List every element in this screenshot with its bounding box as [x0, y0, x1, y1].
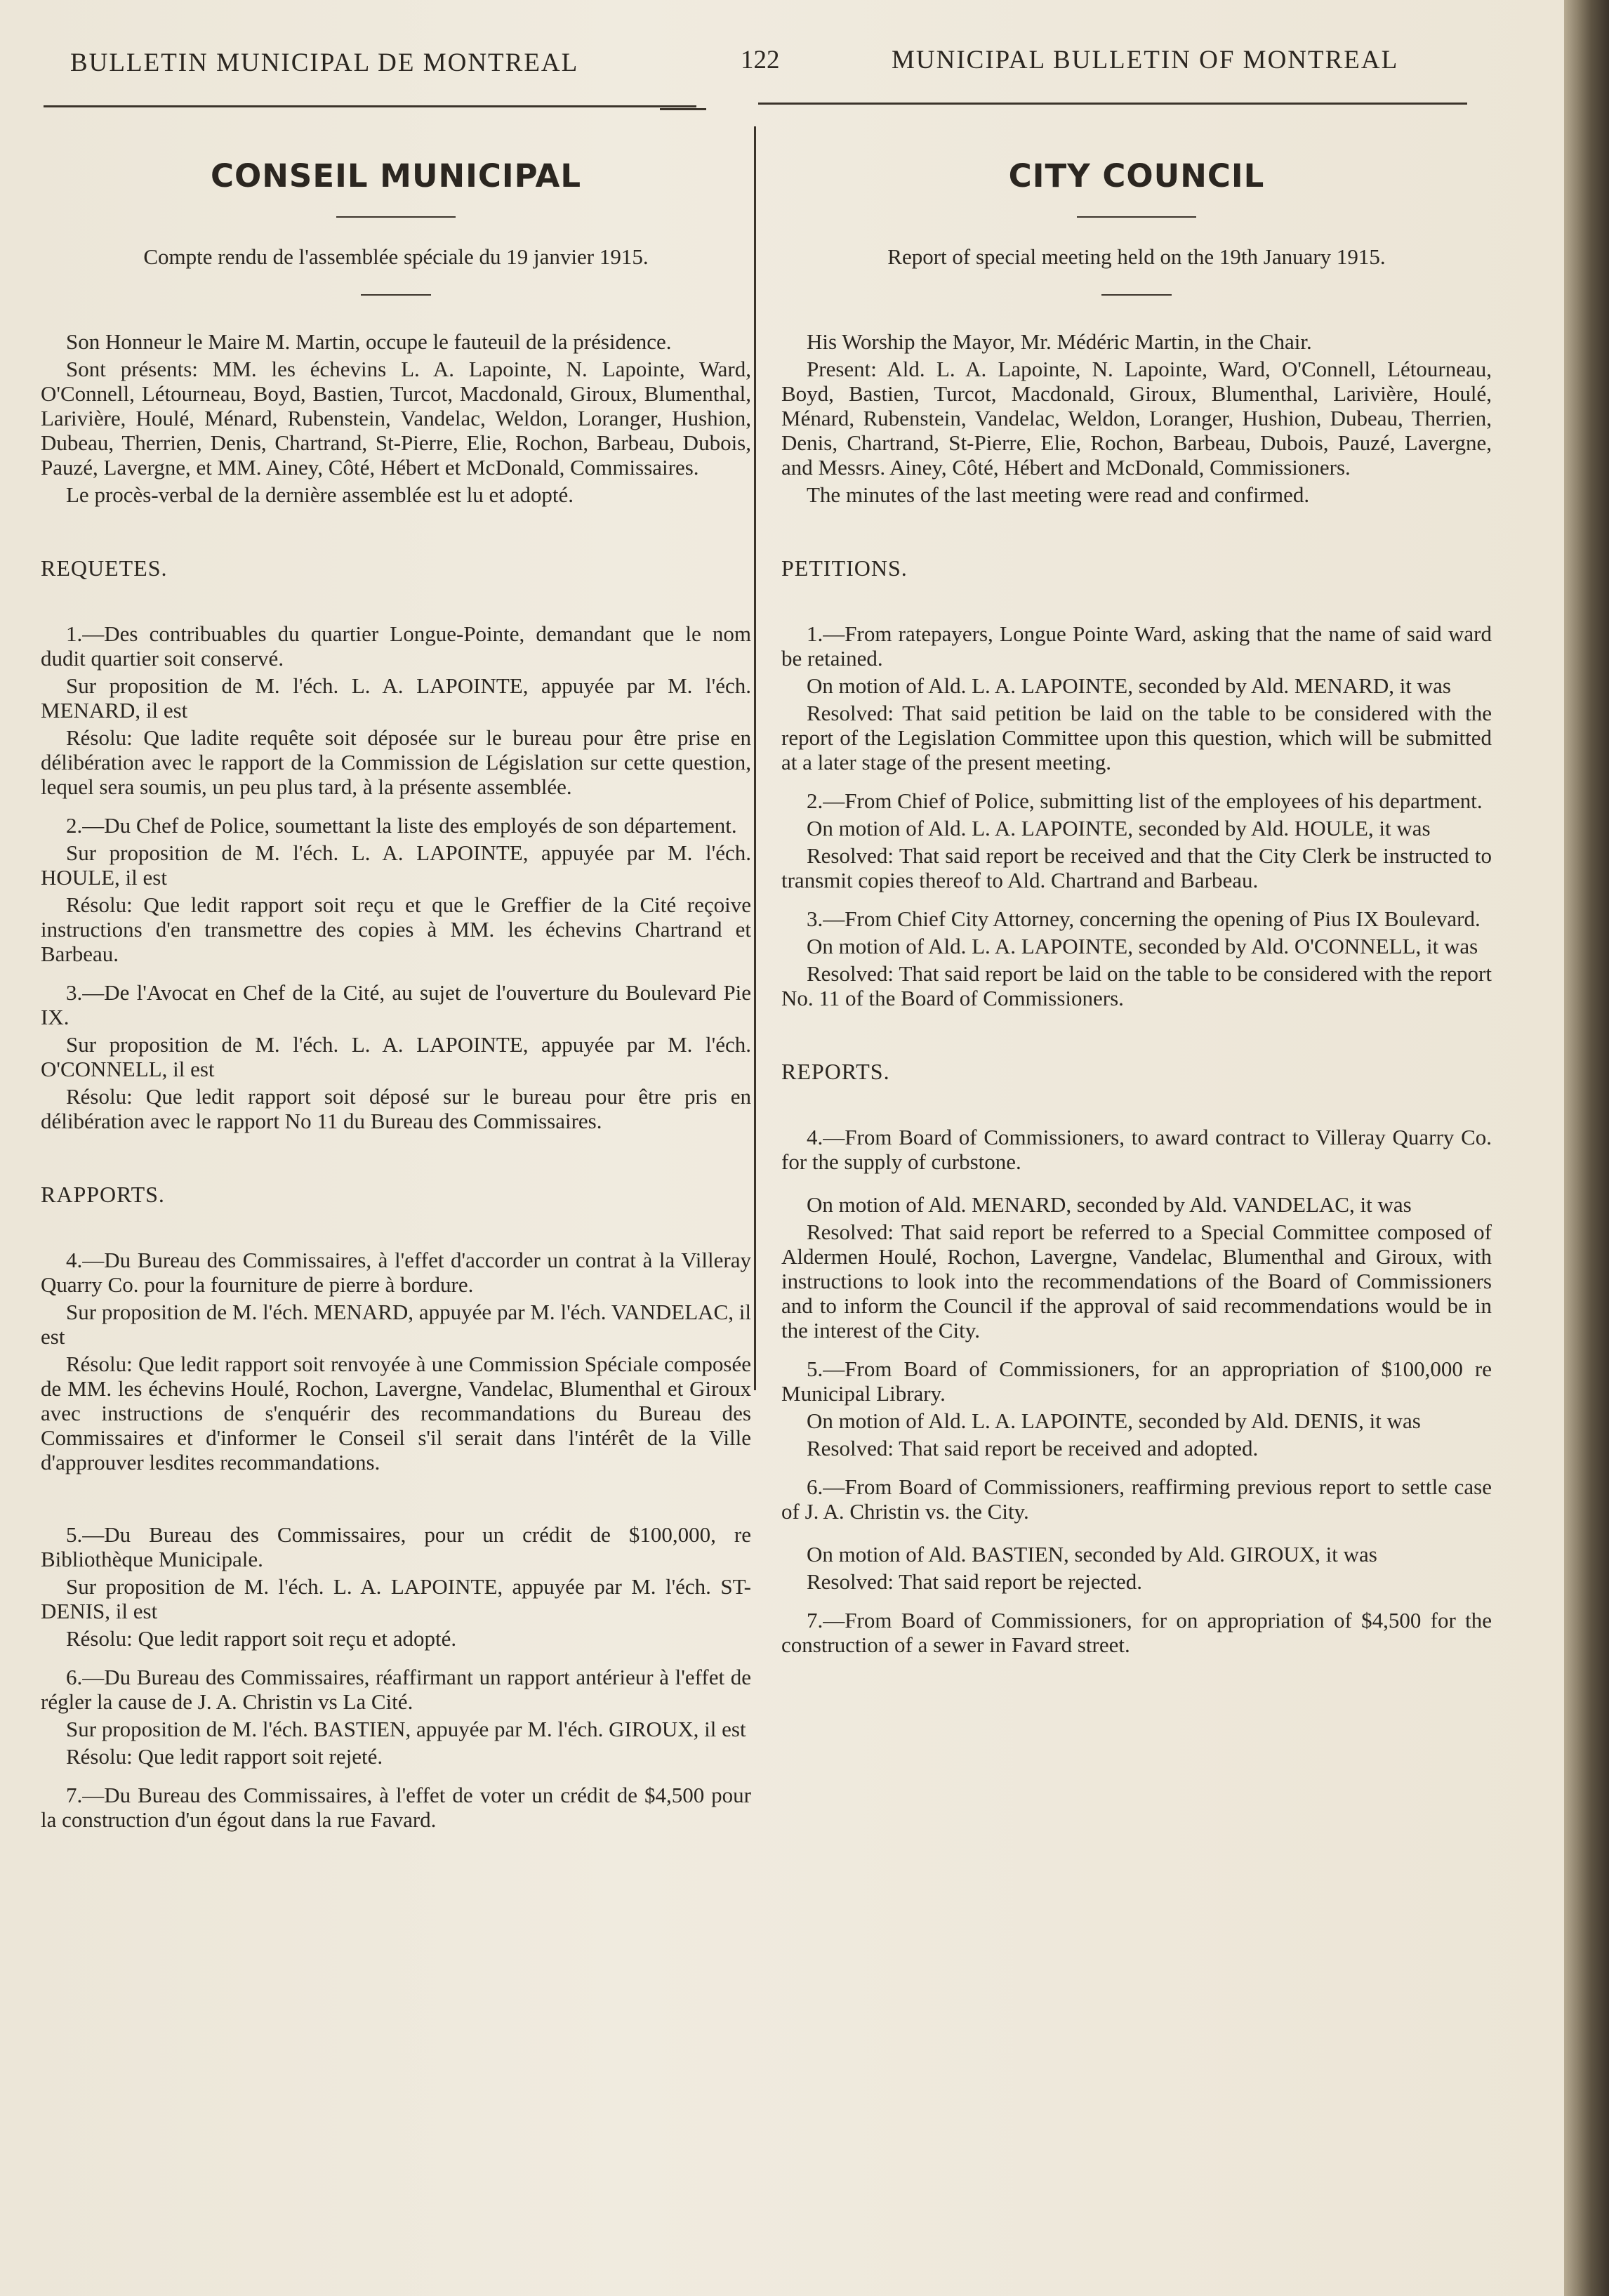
agenda-item: [781, 1608, 1492, 1657]
item-resolution: Resolved: That said report be referred to a Special Committee composed of Aldermen Houlé, Rochon, Lavergne, Vandelac, Blumenthal and Giroux, with instructions to look into the recommendations of the Board of Commissioners and to inform the Council if the approval of said recommendations would be in the interest of the City.: [781, 1220, 1492, 1342]
item-motion: Sur proposition de M. l'éch. MENARD, appuyée par M. l'éch. VANDELAC, il est: [41, 1300, 751, 1349]
item-subject: 1.—Des contribuables du quartier Longue-Pointe, demandant que le nom dudit quartier soit conservé.: [41, 621, 751, 671]
item-subject: 5.—Du Bureau des Commissaires, pour un crédit de $100,000, re Bibliothèque Municipale.: [41, 1522, 751, 1571]
subtitle-rule: [361, 294, 431, 296]
section-heading: REQUETES.: [41, 555, 168, 581]
item-subject: 1.—From ratepayers, Longue Pointe Ward, asking that the name of said ward be retained.: [781, 621, 1492, 671]
item-motion: Sur proposition de M. l'éch. BASTIEN, appuyée par M. l'éch. GIROUX, il est: [66, 1717, 746, 1741]
agenda-item: [781, 1125, 1492, 1342]
title-rule: [336, 216, 456, 218]
item-motion: On motion of Ald. L. A. LAPOINTE, seconded by Ald. O'CONNELL, it was: [807, 934, 1478, 958]
section-heading: PETITIONS.: [781, 555, 908, 581]
item-resolution: Résolu: Que ledit rapport soit reçu et adopté.: [66, 1626, 457, 1651]
agenda-item: [41, 1665, 751, 1769]
agenda-item: [781, 906, 1492, 1010]
item-resolution: Resolved: That said report be received and that the City Clerk be instructed to transmit copies thereof to Ald. Chartrand and Barbeau.: [781, 843, 1492, 892]
item-subject: 4.—From Board of Commissioners, to award contract to Villeray Quarry Co. for the supply of curbstone.: [781, 1125, 1492, 1174]
item-subject: 2.—Du Chef de Police, soumettant la liste des employés de son département.: [66, 813, 737, 838]
running-head-right: MUNICIPAL BULLETIN OF MONTREAL: [892, 46, 1399, 74]
intro-paragraph: Present: Ald. L. A. Lapointe, N. Lapointe, Ward, O'Connell, Létourneau, Boyd, Bastien, Turcot, Macdonald, Giroux, Blumenthal, Larivière, Houlé, Ménard, Rubenstein, Vandelac, Weldon, Loranger, Hushion, Dubeau, Therrien, Denis, Chartrand, St-Pierre, Elie, Rochon, Barbeau, Dubois, Pauzé, Lavergne, and Messrs. Ainey, Côté, Hébert and McDonald, Commissioners.: [781, 357, 1492, 480]
item-resolution: Resolved: That said report be received and adopted.: [807, 1436, 1259, 1460]
item-motion: On motion of Ald. L. A. LAPOINTE, seconded by Ald. DENIS, it was: [807, 1408, 1421, 1433]
item-subject: 6.—From Board of Commissioners, reaffirming previous report to settle case of J. A. Christin vs. the City.: [781, 1474, 1492, 1524]
item-resolution: Résolu: Que ledit rapport soit rejeté.: [66, 1744, 383, 1769]
item-subject: 3.—De l'Avocat en Chef de la Cité, au sujet de l'ouverture du Boulevard Pie IX.: [41, 980, 751, 1029]
english-subtitle: Report of special meeting held on the 19th January 1915.: [887, 244, 1386, 269]
item-motion: On motion of Ald. BASTIEN, seconded by Ald. GIROUX, it was: [807, 1542, 1377, 1566]
item-subject: 3.—From Chief City Attorney, concerning the opening of Pius IX Boulevard.: [807, 906, 1481, 931]
item-motion: Sur proposition de M. l'éch. L. A. LAPOINTE, appuyée par M. l'éch. O'CONNELL, il est: [41, 1032, 751, 1081]
section-heading: REPORTS.: [781, 1059, 890, 1084]
intro-paragraph: Le procès-verbal de la dernière assemblée est lu et adopté.: [66, 482, 574, 507]
header-rule-mid: [660, 108, 706, 110]
item-subject: 4.—Du Bureau des Commissaires, à l'effet d'accorder un contrat à la Villeray Quarry Co. pour la fourniture de pierre à bordure.: [41, 1248, 751, 1297]
intro-paragraph: The minutes of the last meeting were read and confirmed.: [807, 482, 1310, 507]
item-subject: 5.—From Board of Commissioners, for an appropriation of $100,000 re Municipal Library.: [781, 1357, 1492, 1406]
english-title: CITY COUNCIL: [1008, 157, 1265, 194]
header-rule-left: [44, 105, 696, 107]
item-subject: 7.—Du Bureau des Commissaires, à l'effet de voter un crédit de $4,500 pour la construction d'un égout dans la rue Favard.: [41, 1783, 751, 1832]
agenda-item: [781, 1474, 1492, 1594]
agenda-item: [41, 1248, 751, 1474]
agenda-item: [41, 1783, 751, 1832]
item-resolution: Résolu: Que ledit rapport soit reçu et que le Greffier de la Cité reçoive instructions d'en transmettre des copies à MM. les échevins Chartrand et Barbeau.: [41, 892, 751, 966]
item-resolution: Resolved: That said petition be laid on the table to be considered with the report of the Legislation Committee upon this question, which will be submitted at a later stage of the present meeting.: [781, 701, 1492, 774]
section-heading: RAPPORTS.: [41, 1182, 165, 1207]
french-subtitle: Compte rendu de l'assemblée spéciale du 19 janvier 1915.: [143, 244, 649, 269]
intro-paragraph: Son Honneur le Maire M. Martin, occupe le fauteuil de la présidence.: [66, 329, 672, 354]
item-resolution: Resolved: That said report be laid on the table to be considered with the report No. 11 of the Board of Commissioners.: [781, 961, 1492, 1010]
agenda-item: [41, 621, 751, 799]
french-column: [41, 151, 751, 1835]
item-resolution: Résolu: Que ledit rapport soit déposé sur le bureau pour être pris en délibération avec le rapport No 11 du Bureau des Commissaires.: [41, 1084, 751, 1133]
item-resolution: Resolved: That said report be rejected.: [807, 1569, 1143, 1594]
agenda-item: [781, 621, 1492, 774]
item-motion: On motion of Ald. MENARD, seconded by Ald. VANDELAC, it was: [807, 1192, 1412, 1217]
agenda-item: [781, 1357, 1492, 1460]
item-motion: Sur proposition de M. l'éch. L. A. LAPOINTE, appuyée par M. l'éch. HOULE, il est: [41, 840, 751, 890]
french-title: CONSEIL MUNICIPAL: [210, 157, 582, 194]
item-motion: Sur proposition de M. l'éch. L. A. LAPOINTE, appuyée par M. l'éch. MENARD, il est: [41, 673, 751, 723]
item-resolution: Résolu: Que ladite requête soit déposée sur le bureau pour être prise en délibération avec le rapport de la Commission de Législation sur cette question, lequel sera soumis, un peu plus tard, à la présente assemblée.: [41, 725, 751, 799]
item-subject: 2.—From Chief of Police, submitting list of the employees of his department.: [807, 789, 1483, 813]
item-subject: 7.—From Board of Commissioners, for on appropriation of $4,500 for the construction of a sewer in Favard street.: [781, 1608, 1492, 1657]
intro-paragraph: His Worship the Mayor, Mr. Médéric Martin, in the Chair.: [807, 329, 1312, 354]
agenda-item: [781, 789, 1492, 892]
page-number: 122: [741, 46, 780, 74]
item-motion: On motion of Ald. L. A. LAPOINTE, seconded by Ald. MENARD, it was: [807, 673, 1451, 698]
agenda-item: [41, 813, 751, 966]
running-head-left: BULLETIN MUNICIPAL DE MONTREAL: [70, 48, 579, 77]
column-divider: [754, 126, 756, 1390]
item-resolution: Résolu: Que ledit rapport soit renvoyée à une Commission Spéciale composée de MM. les échevins Houlé, Rochon, Lavergne, Vandelac, Blumenthal et Giroux avec instructions de s'enquérir des recommandations du Bureau des Commissaires et d'informer le Conseil s'il serait dans l'intérêt de la Ville d'approuver lesdites recommandations.: [41, 1352, 751, 1474]
item-motion: On motion of Ald. L. A. LAPOINTE, seconded by Ald. HOULE, it was: [807, 816, 1431, 840]
agenda-item: [41, 1522, 751, 1651]
item-motion: Sur proposition de M. l'éch. L. A. LAPOINTE, appuyée par M. l'éch. ST-DENIS, il est: [41, 1574, 751, 1623]
item-subject: 6.—Du Bureau des Commissaires, réaffirmant un rapport antérieur à l'effet de régler la cause de J. A. Christin vs La Cité.: [41, 1665, 751, 1714]
title-rule: [1077, 216, 1196, 218]
header-rule-right: [758, 103, 1467, 105]
agenda-item: [41, 980, 751, 1133]
intro-paragraph: Sont présents: MM. les échevins L. A. Lapointe, N. Lapointe, Ward, O'Connell, Létourneau, Boyd, Bastien, Turcot, Macdonald, Giroux, Blumenthal, Larivière, Houlé, Ménard, Rubenstein, Vandelac, Weldon, Loranger, Hushion, Dubeau, Therrien, Denis, Chartrand, St-Pierre, Elie, Rochon, Barbeau, Dubois, Pauzé, Lavergne, et MM. Ainey, Côté, Hébert et McDonald, Commissaires.: [41, 357, 751, 480]
subtitle-rule: [1101, 294, 1172, 296]
page-binding-edge: [1564, 0, 1609, 2296]
english-column: [781, 151, 1492, 1660]
